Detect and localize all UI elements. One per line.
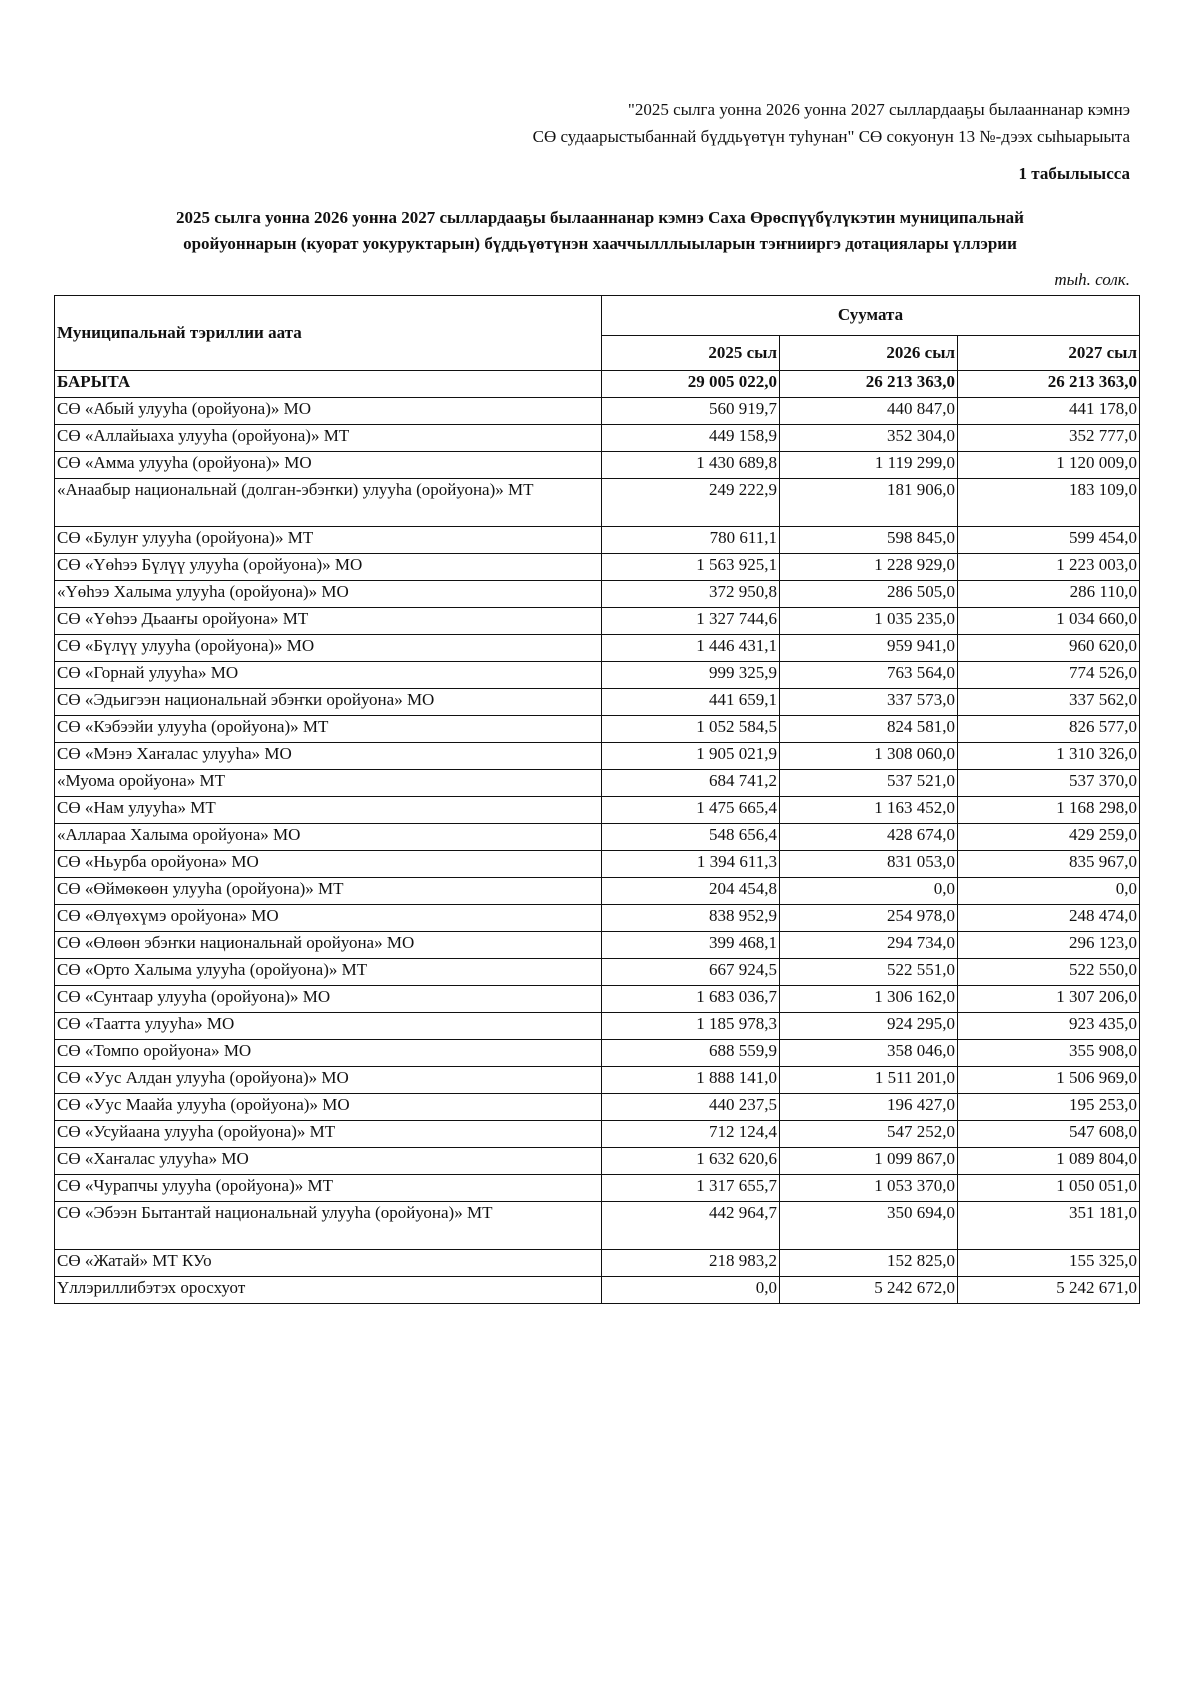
row-value-2026: 763 564,0 (779, 662, 957, 689)
row-value-2026: 0,0 (779, 878, 957, 905)
row-value-2027: 5 242 671,0 (958, 1277, 1140, 1304)
row-value-2027: 923 435,0 (958, 1013, 1140, 1040)
row-value-2025: 0,0 (601, 1277, 779, 1304)
row-name: СӨ «Ньурба оройуона» МО (55, 851, 602, 878)
row-value-2027: 835 967,0 (958, 851, 1140, 878)
table-row (55, 608, 1140, 635)
table-row (55, 797, 1140, 824)
row-value-2026: 350 694,0 (779, 1202, 957, 1250)
row-value-2025: 204 454,8 (601, 878, 779, 905)
row-value-2025: 218 983,2 (601, 1250, 779, 1277)
row-name: СӨ «Эбээн Бытантай национальнай улууһа (оройуона)» МТ (55, 1202, 602, 1250)
row-value-2025: 1 905 021,9 (601, 743, 779, 770)
document-header (533, 96, 1130, 150)
row-value-2025: 1 052 584,5 (601, 716, 779, 743)
row-value-2026: 5 242 672,0 (779, 1277, 957, 1304)
row-value-2025: 440 237,5 (601, 1094, 779, 1121)
table-row (55, 425, 1140, 452)
total-row (55, 371, 1140, 398)
column-header-2027: 2027 сыл (958, 335, 1140, 370)
row-name: СӨ «Булуҥ улууһа (оройуона)» МТ (55, 527, 602, 554)
row-name: СӨ «Өлүөхүмэ оройуона» МО (55, 905, 602, 932)
row-value-2025: 838 952,9 (601, 905, 779, 932)
row-value-2026: 1 099 867,0 (779, 1148, 957, 1175)
column-header-group: Суумата (601, 296, 1139, 336)
row-value-2025: 1 888 141,0 (601, 1067, 779, 1094)
row-value-2026: 824 581,0 (779, 716, 957, 743)
document-title (60, 205, 1140, 257)
column-header-2026: 2026 сыл (779, 335, 957, 370)
row-name: СӨ «Кэбээйи улууһа (оройуона)» МТ (55, 716, 602, 743)
row-value-2027: 441 178,0 (958, 398, 1140, 425)
row-value-2027: 547 608,0 (958, 1121, 1140, 1148)
table-row (55, 1067, 1140, 1094)
row-value-2026: 196 427,0 (779, 1094, 957, 1121)
table-row (55, 1121, 1140, 1148)
row-value-2025: 712 124,4 (601, 1121, 779, 1148)
total-2026: 26 213 363,0 (779, 371, 957, 398)
table-row (55, 1202, 1140, 1250)
row-name: СӨ «Амма улууһа (оройуона)» МО (55, 452, 602, 479)
title-line-1: 2025 сылга уонна 2026 уонна 2027 сыллардааҕы былааннанар кэмнэ Саха Өрөспүүбүлүкэтин муниципальнай (176, 208, 1024, 227)
row-value-2027: 1 307 206,0 (958, 986, 1140, 1013)
table-row (55, 581, 1140, 608)
table-row (55, 1148, 1140, 1175)
table-row (55, 716, 1140, 743)
row-value-2027: 296 123,0 (958, 932, 1140, 959)
row-value-2027: 1 506 969,0 (958, 1067, 1140, 1094)
table-row (55, 905, 1140, 932)
row-value-2025: 249 222,9 (601, 479, 779, 527)
row-value-2027: 355 908,0 (958, 1040, 1140, 1067)
table-row (55, 689, 1140, 716)
row-name: СӨ «Чурапчы улууһа (оройуона)» МТ (55, 1175, 602, 1202)
row-value-2027: 599 454,0 (958, 527, 1140, 554)
row-name: СӨ «Горнай улууһа» МО (55, 662, 602, 689)
row-value-2026: 254 978,0 (779, 905, 957, 932)
row-value-2025: 1 317 655,7 (601, 1175, 779, 1202)
row-value-2026: 959 941,0 (779, 635, 957, 662)
row-value-2026: 1 228 929,0 (779, 554, 957, 581)
row-value-2025: 441 659,1 (601, 689, 779, 716)
row-value-2026: 352 304,0 (779, 425, 957, 452)
table-row (55, 398, 1140, 425)
row-value-2025: 684 741,2 (601, 770, 779, 797)
row-value-2026: 428 674,0 (779, 824, 957, 851)
row-value-2026: 294 734,0 (779, 932, 957, 959)
row-value-2025: 1 394 611,3 (601, 851, 779, 878)
row-name: СӨ «Нам улууһа» МТ (55, 797, 602, 824)
row-value-2025: 1 683 036,7 (601, 986, 779, 1013)
row-value-2027: 155 325,0 (958, 1250, 1140, 1277)
row-value-2025: 1 327 744,6 (601, 608, 779, 635)
row-value-2027: 1 120 009,0 (958, 452, 1140, 479)
row-value-2025: 688 559,9 (601, 1040, 779, 1067)
row-value-2026: 831 053,0 (779, 851, 957, 878)
row-name: СӨ «Уус Алдан улууһа (оройуона)» МО (55, 1067, 602, 1094)
unit-label: тыһ. солк. (1054, 270, 1130, 289)
header-line-1: "2025 сылга уонна 2026 уонна 2027 сыллардааҕы былааннанар кэмнэ (627, 100, 1130, 119)
row-value-2025: 1 563 925,1 (601, 554, 779, 581)
row-name: «Үөһээ Халыма улууһа (оройуона)» МО (55, 581, 602, 608)
total-2025: 29 005 022,0 (601, 371, 779, 398)
row-value-2027: 248 474,0 (958, 905, 1140, 932)
row-value-2027: 1 034 660,0 (958, 608, 1140, 635)
row-value-2025: 999 325,9 (601, 662, 779, 689)
row-value-2025: 1 446 431,1 (601, 635, 779, 662)
row-value-2027: 1 168 298,0 (958, 797, 1140, 824)
row-value-2027: 0,0 (958, 878, 1140, 905)
row-name: СӨ «Эдьигээн национальнай эбэҥки оройуона» МО (55, 689, 602, 716)
table-row (55, 1175, 1140, 1202)
row-name: СӨ «Бүлүү улууһа (оройуона)» МО (55, 635, 602, 662)
row-value-2026: 1 035 235,0 (779, 608, 957, 635)
dotation-table (54, 295, 1140, 1304)
table-row (55, 635, 1140, 662)
table-row (55, 1250, 1140, 1277)
row-value-2027: 352 777,0 (958, 425, 1140, 452)
row-value-2026: 598 845,0 (779, 527, 957, 554)
row-name: «Анаабыр национальнай (долган-эбэҥки) улууһа (оройуона)» МТ (55, 479, 602, 527)
table-row (55, 479, 1140, 527)
header-line-2: СӨ судаарыстыбаннай бүддьүөтүн туһунан" СӨ сокуонун 13 №-дээх сыһыарыыта (532, 127, 1130, 146)
table-row (55, 986, 1140, 1013)
row-name: «Аллараа Халыма оройуона» МО (55, 824, 602, 851)
row-value-2025: 372 950,8 (601, 581, 779, 608)
column-header-name: Муниципальнай тэриллии аата (55, 296, 602, 371)
row-value-2026: 537 521,0 (779, 770, 957, 797)
row-value-2026: 152 825,0 (779, 1250, 957, 1277)
row-value-2026: 1 119 299,0 (779, 452, 957, 479)
row-value-2025: 442 964,7 (601, 1202, 779, 1250)
row-name: СӨ «Сунтаар улууһа (оройуона)» МО (55, 986, 602, 1013)
row-value-2026: 181 906,0 (779, 479, 957, 527)
row-value-2026: 522 551,0 (779, 959, 957, 986)
row-value-2026: 1 053 370,0 (779, 1175, 957, 1202)
row-name: СӨ «Жатай» МТ КУо (55, 1250, 602, 1277)
total-label: БАРЫТА (55, 371, 602, 398)
table-row (55, 851, 1140, 878)
row-name: СӨ «Мэнэ Хаҥалас улууһа» МО (55, 743, 602, 770)
total-2027: 26 213 363,0 (958, 371, 1140, 398)
row-name: Үллэриллибэтэх оросхуот (55, 1277, 602, 1304)
row-value-2027: 337 562,0 (958, 689, 1140, 716)
row-value-2025: 399 468,1 (601, 932, 779, 959)
row-name: СӨ «Үөһээ Дьааҥы оройуона» МТ (55, 608, 602, 635)
row-value-2027: 774 526,0 (958, 662, 1140, 689)
row-value-2025: 667 924,5 (601, 959, 779, 986)
column-header-2025: 2025 сыл (601, 335, 779, 370)
row-name: СӨ «Хаҥалас улууһа» МО (55, 1148, 602, 1175)
table-row (55, 1040, 1140, 1067)
table-row (55, 527, 1140, 554)
row-name: СӨ «Таатта улууһа» МО (55, 1013, 602, 1040)
row-name: СӨ «Өлөөн эбэҥки национальнай оройуона» МО (55, 932, 602, 959)
row-value-2026: 924 295,0 (779, 1013, 957, 1040)
row-value-2025: 1 632 620,6 (601, 1148, 779, 1175)
row-value-2026: 358 046,0 (779, 1040, 957, 1067)
title-line-2: оройуоннарын (куорат уокуруктарын) бүддьүөтүнэн хааччылллыыларын тэҥнииргэ дотациялары үллэрии (183, 234, 1017, 253)
row-value-2026: 1 511 201,0 (779, 1067, 957, 1094)
table-row (55, 959, 1140, 986)
table-row (55, 1013, 1140, 1040)
row-value-2026: 440 847,0 (779, 398, 957, 425)
row-value-2027: 286 110,0 (958, 581, 1140, 608)
table-row (55, 1277, 1140, 1304)
table-row (55, 662, 1140, 689)
row-value-2027: 522 550,0 (958, 959, 1140, 986)
row-name: СӨ «Аллайыаха улууһа (оройуона)» МТ (55, 425, 602, 452)
row-value-2027: 1 089 804,0 (958, 1148, 1140, 1175)
row-value-2027: 826 577,0 (958, 716, 1140, 743)
row-value-2025: 1 185 978,3 (601, 1013, 779, 1040)
row-name: СӨ «Абый улууһа (оройуона)» МО (55, 398, 602, 425)
row-value-2027: 960 620,0 (958, 635, 1140, 662)
row-value-2025: 560 919,7 (601, 398, 779, 425)
row-value-2027: 351 181,0 (958, 1202, 1140, 1250)
row-name: СӨ «Орто Халыма улууһа (оройуона)» МТ (55, 959, 602, 986)
table-header-row (55, 296, 1140, 336)
row-name: «Муома оройуона» МТ (55, 770, 602, 797)
row-value-2025: 1 430 689,8 (601, 452, 779, 479)
row-value-2026: 1 306 162,0 (779, 986, 957, 1013)
row-value-2027: 183 109,0 (958, 479, 1140, 527)
row-name: СӨ «Үөһээ Бүлүү улууһа (оройуона)» МО (55, 554, 602, 581)
row-name: СӨ «Усуйаана улууһа (оройуона)» МТ (55, 1121, 602, 1148)
row-value-2025: 1 475 665,4 (601, 797, 779, 824)
table-row (55, 452, 1140, 479)
table-row (55, 554, 1140, 581)
row-value-2025: 780 611,1 (601, 527, 779, 554)
appendix-number: 1 табылыысса (1018, 164, 1130, 183)
row-value-2026: 337 573,0 (779, 689, 957, 716)
row-value-2026: 1 163 452,0 (779, 797, 957, 824)
row-name: СӨ «Томпо оройуона» МО (55, 1040, 602, 1067)
row-name: СӨ «Уус Маайа улууһа (оройуона)» МО (55, 1094, 602, 1121)
table-row (55, 932, 1140, 959)
row-value-2027: 537 370,0 (958, 770, 1140, 797)
row-value-2026: 286 505,0 (779, 581, 957, 608)
row-value-2027: 195 253,0 (958, 1094, 1140, 1121)
table-row (55, 743, 1140, 770)
row-value-2026: 547 252,0 (779, 1121, 957, 1148)
table-row (55, 770, 1140, 797)
row-name: СӨ «Өймөкөөн улууһа (оройуона)» МТ (55, 878, 602, 905)
row-value-2025: 548 656,4 (601, 824, 779, 851)
table-row (55, 824, 1140, 851)
row-value-2027: 1 050 051,0 (958, 1175, 1140, 1202)
row-value-2027: 1 310 326,0 (958, 743, 1140, 770)
table-row (55, 1094, 1140, 1121)
row-value-2026: 1 308 060,0 (779, 743, 957, 770)
row-value-2027: 429 259,0 (958, 824, 1140, 851)
row-value-2027: 1 223 003,0 (958, 554, 1140, 581)
row-value-2025: 449 158,9 (601, 425, 779, 452)
table-row (55, 878, 1140, 905)
